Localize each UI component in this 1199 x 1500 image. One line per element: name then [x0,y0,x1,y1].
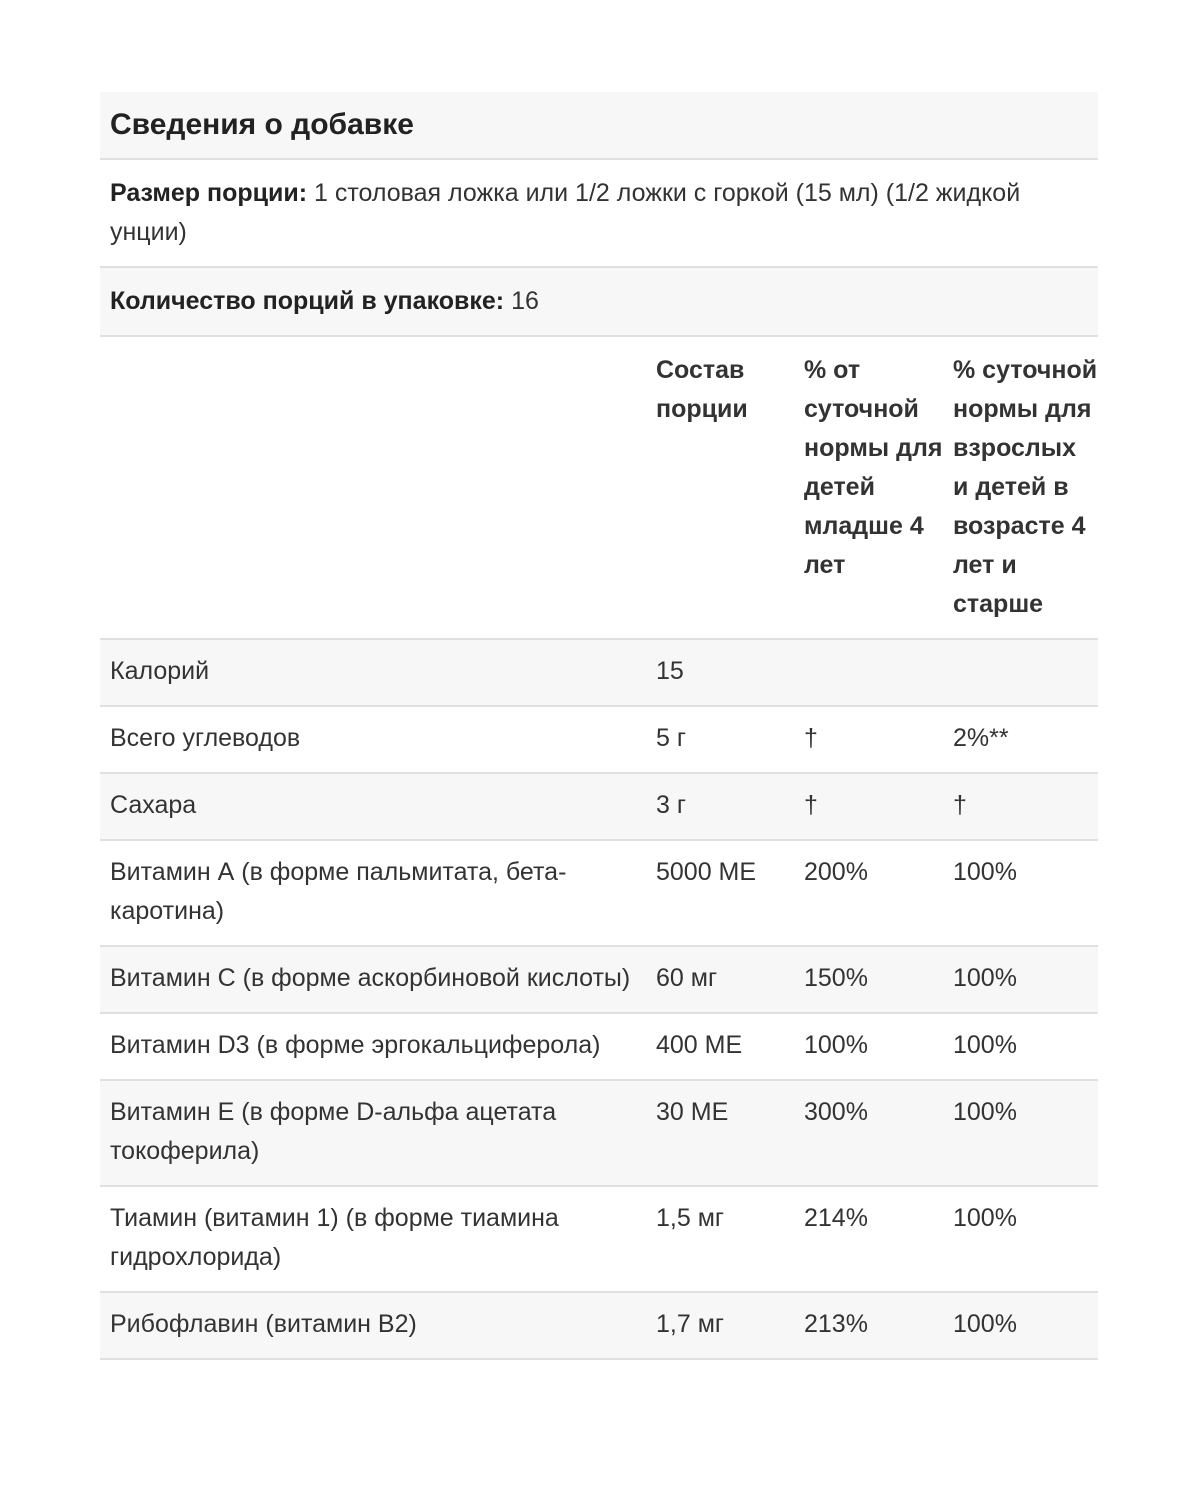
nutrient-dv-children: 214% [794,1186,943,1292]
nutrient-dv-children: 200% [794,840,943,946]
nutrient-amount: 1,7 мг [646,1292,794,1359]
nutrient-dv-children: † [794,706,943,773]
nutrient-name: Витамин Е (в форме D-альфа ацетата токоферила) [100,1080,646,1186]
nutrient-dv-adults [943,639,1098,706]
nutrient-name: Сахара [100,773,646,840]
nutrient-dv-children: 100% [794,1013,943,1080]
table-row [100,639,1098,706]
servings-per-container-value: 16 [504,287,539,315]
nutrient-amount: 60 мг [646,946,794,1013]
nutrient-dv-adults: 100% [943,1013,1098,1080]
nutrient-dv-children [794,639,943,706]
table-row [100,773,1098,840]
nutrient-dv-children: 150% [794,946,943,1013]
serving-size-row [100,160,1098,268]
nutrient-amount: 30 МЕ [646,1080,794,1186]
nutrient-dv-adults: 2%** [943,706,1098,773]
servings-per-container-label: Количество порций в упаковке: [110,287,505,315]
supplement-facts [100,92,1098,1360]
nutrient-amount: 5 г [646,706,794,773]
nutrient-name: Тиамин (витамин 1) (в форме тиамина гидрохлорида) [100,1186,646,1292]
page-title: Сведения о добавке [100,92,1098,160]
nutrient-dv-adults: 100% [943,1080,1098,1186]
table-row [100,1013,1098,1080]
nutrient-dv-children: † [794,773,943,840]
table-row [100,1186,1098,1292]
nutrient-name: Витамин D3 (в форме эргокальциферола) [100,1013,646,1080]
nutrient-name: Витамин А (в форме пальмитата, бета-каротина) [100,840,646,946]
table-header-row [100,337,1098,639]
nutrient-amount: 3 г [646,773,794,840]
nutrient-dv-adults: 100% [943,840,1098,946]
header-dv-children: % от суточной нормы для детей младше 4 лет [794,337,943,639]
serving-size-value: 1 столовая ложка или 1/2 ложки с горкой (15 мл) (1/2 жидкой унции) [110,179,1021,246]
header-amount: Состав порции [646,337,794,639]
table-row [100,1080,1098,1186]
nutrient-name: Всего углеводов [100,706,646,773]
header-dv-adults: % суточной нормы для взрослых и детей в возрасте 4 лет и старше [943,337,1098,639]
nutrient-amount: 15 [646,639,794,706]
nutrient-dv-adults: 100% [943,1186,1098,1292]
servings-per-container-row [100,268,1098,337]
table-row [100,840,1098,946]
nutrient-amount: 5000 МЕ [646,840,794,946]
serving-size-label: Размер порции: [110,179,308,207]
nutrient-dv-children: 213% [794,1292,943,1359]
header-name [100,337,646,639]
nutrient-dv-adults: † [943,773,1098,840]
nutrient-amount: 400 МЕ [646,1013,794,1080]
nutrient-dv-adults: 100% [943,946,1098,1013]
table-row [100,1292,1098,1359]
table-row [100,706,1098,773]
nutrition-table [100,337,1098,1360]
nutrient-dv-adults: 100% [943,1292,1098,1359]
nutrient-name: Витамин С (в форме аскорбиновой кислоты) [100,946,646,1013]
table-row [100,946,1098,1013]
nutrient-amount: 1,5 мг [646,1186,794,1292]
nutrient-dv-children: 300% [794,1080,943,1186]
nutrient-name: Калорий [100,639,646,706]
nutrient-name: Рибофлавин (витамин В2) [100,1292,646,1359]
